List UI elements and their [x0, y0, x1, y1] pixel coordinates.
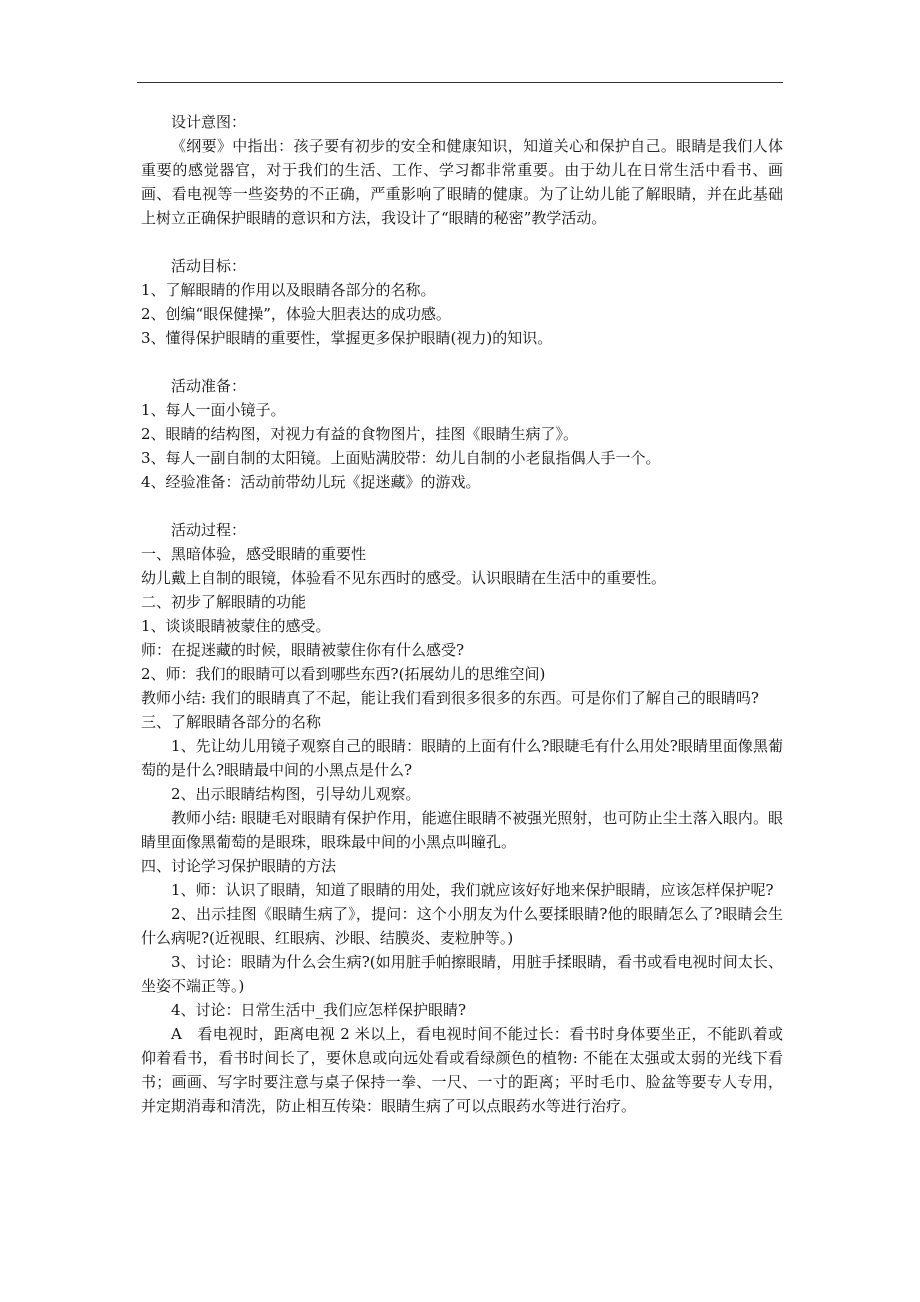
preparation-item: 2、眼睛的结构图，对视力有益的食物图片，挂图《眼睛生病了》。 [141, 425, 579, 443]
process-line: A 看电视时，距离电视 2 米以上，看电视时间不能过长：看书时身体要坐正，不能趴着或仰着看书，看书时间长了，要休息或向远处看或看绿颜色的植物: 不能在太强或太弱的光线下看书；画画、写字时要注意与桌子保持一拳、一尺、一寸的距离；平时毛巾、脸盆等要专人专用，并定期消毒和清洗，防止相互传染：眼睛生病了可以点眼药水等进行治疗。 [141, 1025, 783, 1115]
process-line: 1、先让幼儿用镜子观察自己的眼睛：眼睛的上面有什么?眼睫毛有什么用处?眼睛里面像黑葡萄的是什么?眼睛最中间的小黑点是什么? [141, 737, 783, 779]
header-rule [137, 82, 783, 83]
process-line: 教师小结: 我们的眼睛真了不起，能让我们看到很多很多的东西。可是你们了解自己的眼睛吗? [141, 689, 759, 707]
section-gap [141, 230, 783, 254]
preparation-item: 3、每人一副自制的太阳镜。上面贴满胶带：幼儿自制的小老鼠指偶人手一个。 [141, 449, 661, 467]
section-heading-activity-goals: 活动目标： [171, 257, 247, 275]
preparation-item: 4、经验准备：活动前带幼儿玩《捉迷藏》的游戏。 [141, 473, 481, 491]
process-part-title: 四、讨论学习保护眼睛的方法 [141, 857, 337, 875]
process-line: 4、讨论：日常生活中_我们应怎样保护眼睛? [171, 1001, 467, 1019]
preparation-item: 1、每人一面小镜子。 [141, 401, 286, 419]
goal-item: 3、懂得保护眼睛的重要性，掌握更多保护眼睛(视力)的知识。 [141, 329, 553, 347]
process-line: 师：在捉迷藏的时候，眼睛被蒙住你有什么感受? [141, 641, 465, 659]
process-line: 1、师：认识了眼睛，知道了眼睛的用处，我们就应该好好地来保护眼睛，应该怎样保护呢? [171, 881, 774, 899]
process-line: 2、出示挂图《眼睛生病了》，提问：这个小朋友为什么要揉眼睛?他的眼睛怎么了?眼睛会生什么病呢?(近视眼、红眼病、沙眼、结膜炎、麦粒肿等。) [141, 905, 783, 947]
document-body [141, 110, 783, 1118]
process-part-title: 二、初步了解眼睛的功能 [141, 593, 307, 611]
goal-item: 2、创编“眼保健操”，体验大胆表达的成功感。 [141, 305, 451, 323]
process-part-text: 幼儿戴上自制的眼镜，体验看不见东西时的感受。认识眼睛在生活中的重要性。 [141, 569, 667, 587]
section-heading-activity-preparation: 活动准备： [171, 377, 247, 395]
process-part-title: 一、黑暗体验，感受眼睛的重要性 [141, 545, 367, 563]
section-heading-activity-process: 活动过程： [171, 521, 247, 539]
section-gap [141, 350, 783, 374]
process-line: 2、出示眼睛结构图，引导幼儿观察。 [171, 785, 421, 803]
section-heading-design-intent: 设计意图： [171, 113, 247, 131]
goal-item: 1、了解眼睛的作用以及眼睛各部分的名称。 [141, 281, 436, 299]
process-line: 3、讨论：眼睛为什么会生病?(如用脏手帕擦眼睛，用脏手揉眼睛，看书或看电视时间太长、坐姿不端正等。) [141, 953, 783, 995]
design-intent-paragraph: 《纲要》中指出：孩子要有初步的安全和健康知识，知道关心和保护自己。眼睛是我们人体重要的感觉器官，对于我们的生活、工作、学习都非常重要。由于幼儿在日常生活中看书、画画、看电视等一些姿势的不正确，严重影响了眼睛的健康。为了让幼儿能了解眼睛，并在此基础上树立正确保护眼睛的意识和方法，我设计了“眼睛的秘密”教学活动。 [141, 137, 783, 227]
process-line: 2、师：我们的眼睛可以看到哪些东西?(拓展幼儿的思维空间) [141, 665, 546, 683]
process-line: 教师小结: 眼睫毛对眼睛有保护作用，能遮住眼睛不被强光照射，也可防止尘土落入眼内。眼睛里面像黑葡萄的是眼珠，眼珠最中间的小黑点叫瞳孔。 [141, 809, 783, 851]
section-gap [141, 494, 783, 518]
process-part-title: 三、了解眼睛各部分的名称 [141, 713, 322, 731]
process-line: 1、谈谈眼睛被蒙住的感受。 [141, 617, 331, 635]
